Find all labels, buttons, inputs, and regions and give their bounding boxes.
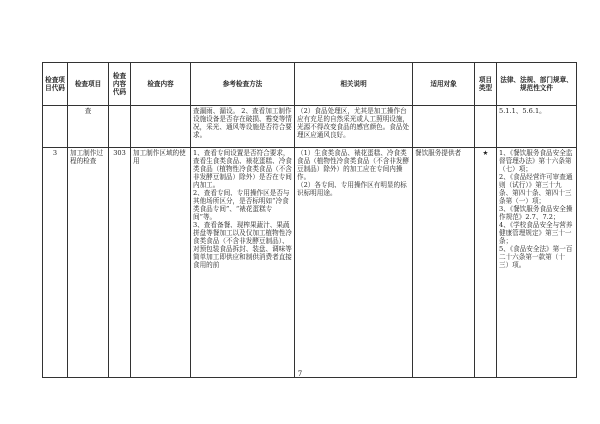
table-row (43, 106, 577, 148)
header-law: 法律、法规、部门规章、规范性文件 (497, 63, 577, 106)
cell-notes: （1）生食类食品、裱花蛋糕、冷食类食品（植物性冷食类食品（不含非发酵豆制品）除外）的加工应在专间内操作。 （2）各专间、专用操作区有明显的标识标明用途。 (295, 148, 413, 378)
header-method: 参考检查方法 (191, 63, 295, 106)
cell-item: 加工制作过程的检查 (68, 148, 109, 378)
header-content: 检查内容 (131, 63, 191, 106)
header-type: 项目类型 (475, 63, 497, 106)
cell-target: 餐饮服务提供者 (413, 148, 475, 378)
cell-method: 1、查看专间设置是否符合要求，查看生食类食品、裱花蛋糕、冷食类食品（植物性冷食类食品（不含非发酵豆制品）除外）是否在专间内加工。 2、查看专间、专用操作区是否与其他场所区分，是否标明如“冷食类食品专间”、“裱花蛋糕专间”等。 3、查看备餐、现榨果蔬汁、果蔬拼盘等餐加工以及仅加工植物性冷食类食品（不含非发酵豆制品）、对预包装食品拆封、装盘、调味等简单加工即供应和制供消费者直接食用的前 (191, 148, 295, 378)
header-target: 适用对象 (413, 63, 475, 106)
cell-notes: （2）食品处理区，尤其是加工操作台应有充足的自然采光或人工照明设施，光源不得改变食品的感官颜色。食品处理区应通风良好。 (295, 106, 413, 148)
cell-content-code: 303 (109, 148, 131, 378)
header-item: 检查项目 (68, 63, 109, 106)
page-number: 7 (297, 370, 303, 378)
cell-code: 3 (43, 148, 68, 378)
cell-content: 加工制作区域的使用 (131, 148, 191, 378)
cell-law: 5.1.1、5.6.1。 (497, 106, 577, 148)
cell-method: 查漏雨、漏设。 2、查看加工制作设施设备是否存在破损、霉变等情况，采光、通风等设施是否符合要求。 (191, 106, 295, 148)
header-row (43, 63, 577, 106)
header-code: 检查项目代码 (43, 63, 68, 106)
table-row (43, 148, 577, 378)
header-content-code: 检查内容代码 (109, 63, 131, 106)
header-notes: 相关说明 (295, 63, 413, 106)
cell-law: 1、《餐饮服务食品安全监督管理办法》第十六条第（七）项； 2、《食品经营许可审查通则（试行）》第三十九条、第四十条、第四十三条第（一）项； 3、《餐饮服务食品安全操作规范》2.7、7.2； 4、《学校食品安全与营养健康管理规定》第三十一条； 5、《食品安全法》第一百二十六条第一款第（十三）项。 (497, 148, 577, 378)
cell-type: ★ (475, 148, 497, 378)
cell-item: 查 (68, 106, 109, 148)
inspection-table (42, 62, 577, 378)
